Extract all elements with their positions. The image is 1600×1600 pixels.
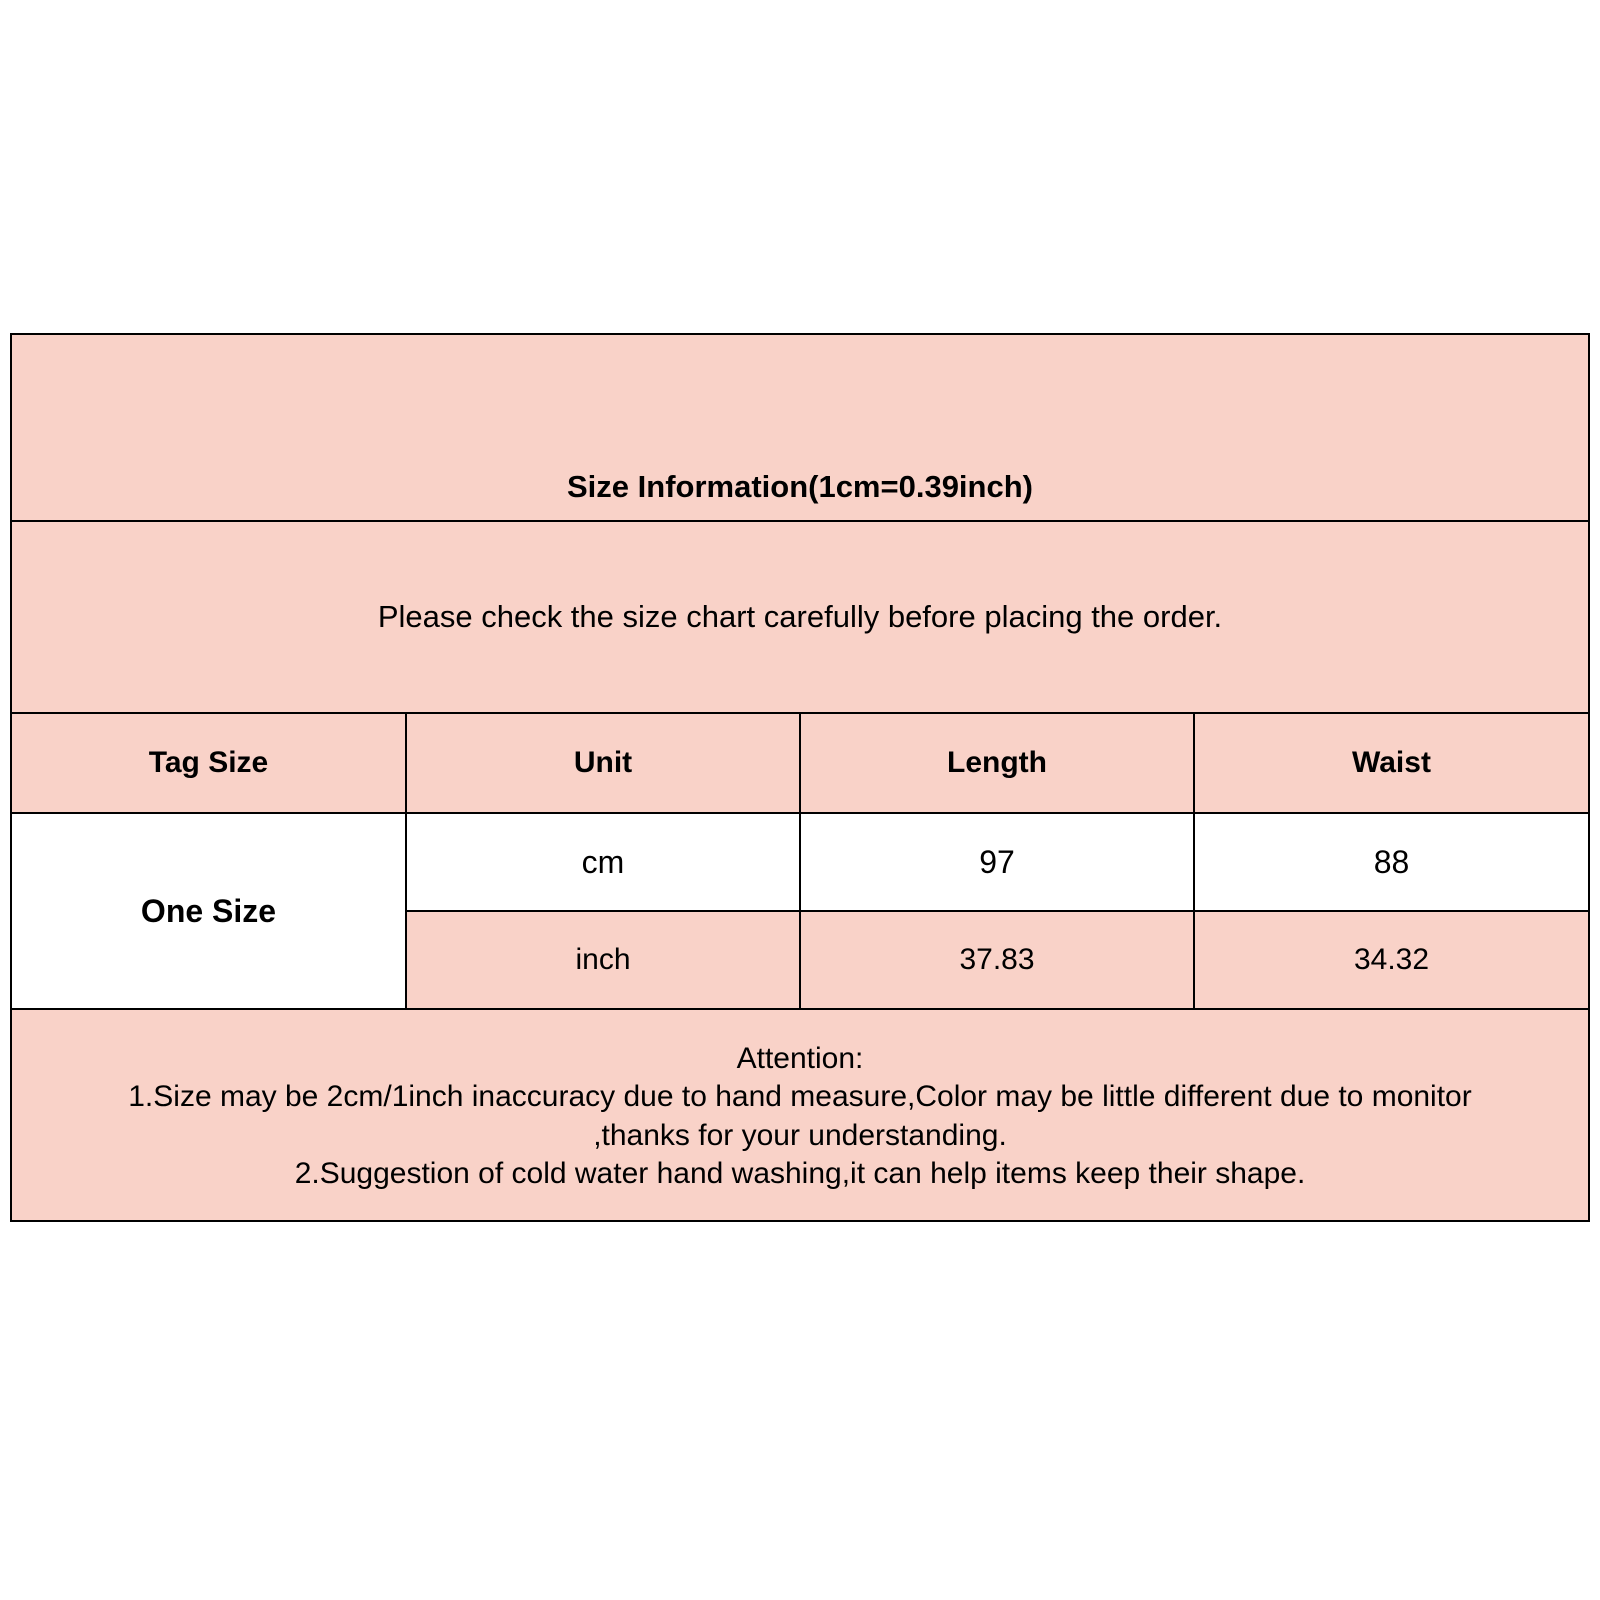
cell-tag-size-one-size: One Size <box>12 813 406 1009</box>
cell-unit-inch: inch <box>406 911 800 1009</box>
chart-title: Size Information(1cm=0.39inch) <box>12 335 1588 521</box>
attention-row <box>12 1009 1588 1220</box>
attention-line-3: 2.Suggestion of cold water hand washing,it can help items keep their shape. <box>294 1157 1306 1191</box>
table-row <box>12 813 1588 911</box>
size-information-table <box>12 335 1588 1220</box>
attention-heading: Attention: <box>736 1042 864 1075</box>
cell-waist-cm: 88 <box>1194 813 1588 911</box>
cell-waist-inch: 34.32 <box>1194 911 1588 1009</box>
attention-block <box>12 1009 1588 1220</box>
attention-line-2: ,thanks for your understanding. <box>593 1118 1007 1152</box>
chart-subtitle: Please check the size chart carefully before placing the order. <box>12 521 1588 713</box>
title-row <box>12 335 1588 521</box>
cell-length-inch: 37.83 <box>800 911 1194 1009</box>
column-header-tag-size: Tag Size <box>12 713 406 813</box>
column-header-waist: Waist <box>1194 713 1588 813</box>
attention-line-1: 1.Size may be 2cm/1inch inaccuracy due to hand measure,Color may be little different due to monitor <box>128 1080 1472 1114</box>
size-chart-container <box>10 333 1590 1222</box>
column-header-unit: Unit <box>406 713 800 813</box>
column-header-length: Length <box>800 713 1194 813</box>
table-header-row <box>12 713 1588 813</box>
cell-length-cm: 97 <box>800 813 1194 911</box>
cell-unit-cm: cm <box>406 813 800 911</box>
subtitle-row <box>12 521 1588 713</box>
